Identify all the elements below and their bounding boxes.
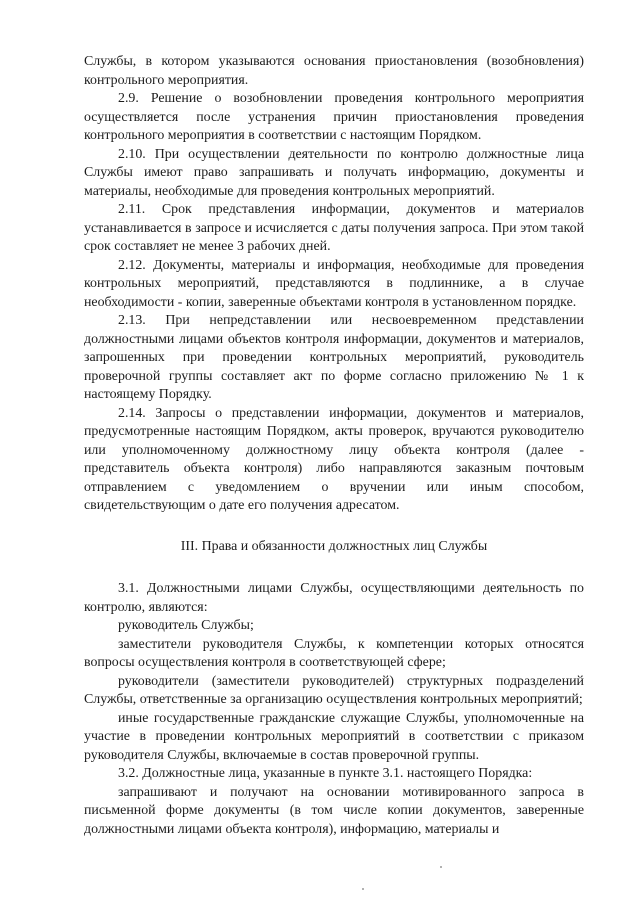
paragraph-2-13: 2.13. При непредставлении или несвоевременном представлении должностными лицами объектов контроля информации, документов и материалов, запрошенных при проведении контрольных мероприятий, руководитель проверочной группы составляет акт по форме согласно приложению № 1 к настоящему Порядку. <box>84 313 584 402</box>
paragraph-2-10: 2.10. При осуществлении деятельности по контролю должностные лица Службы имеют право запрашивать и получать информацию, документы и материалы, необходимые для проведения контрольных мероприятий. <box>84 146 584 199</box>
paragraph-2-12: 2.12. Документы, материалы и информация, необходимые для проведения контрольных мероприятий, представляются в подлиннике, а в случае необходимости - копии, заверенные объектами контроля в установленном порядке. <box>84 257 584 310</box>
paragraph-continuation: Службы, в котором указываются основания приостановления (возобновления) контрольного мероприятия. <box>84 54 584 88</box>
paragraph-3-2-item: запрашивают и получают на основании мотивированного запроса в письменной форме документы (в том числе копии документов, заверенные должностными лицами объекта контроля), информацию, материалы и <box>84 784 584 837</box>
scan-speck <box>440 866 442 868</box>
list-item-head: руководитель Службы; <box>118 618 254 633</box>
document-body <box>84 53 584 839</box>
paragraph-3-2: 3.2. Должностные лица, указанные в пункте 3.1. настоящего Порядка: <box>118 766 533 781</box>
list-item-deputies: заместители руководителя Службы, к компетенции которых относятся вопросы осуществления контроля в соответствующей сфере; <box>84 636 584 670</box>
list-item-unit-heads: руководители (заместители руководителей) структурных подразделений Службы, ответственные за организацию осуществления контрольных мероприятий; <box>84 673 584 707</box>
scan-speck <box>362 888 364 890</box>
paragraph-3-1: 3.1. Должностными лицами Службы, осуществляющими деятельность по контролю, являются: <box>84 581 584 615</box>
section-heading: III. Права и обязанности должностных лиц Службы <box>180 538 488 554</box>
paragraph-2-14: 2.14. Запросы о представлении информации, документов и материалов, предусмотренные настоящим Порядком, акты проверок, вручаются руководителю или уполномоченному должностному лицу объекта контроля (далее - представитель объекта контроля) либо направляются заказным почтовым отправлением с уведомлением о вручении или иным способом, свидетельствующим о дате его получения адресатом. <box>84 405 584 513</box>
list-item-civil-servants: иные государственные гражданские служащие Службы, уполномоченные на участие в проведении контрольных мероприятий в соответствии с приказом руководителя Службы, включаемые в состав проверочной группы. <box>84 710 584 763</box>
paragraph-2-11: 2.11. Срок представления информации, документов и материалов устанавливается в запросе и исчисляется с даты получения запроса. При этом такой срок составляет не менее 3 рабочих дней. <box>84 202 584 254</box>
paragraph-2-9: 2.9. Решение о возобновлении проведения контрольного мероприятия осуществляется после устранения причин приостановления проведения контрольного мероприятия в соответствии с настоящим Порядком. <box>84 91 584 143</box>
